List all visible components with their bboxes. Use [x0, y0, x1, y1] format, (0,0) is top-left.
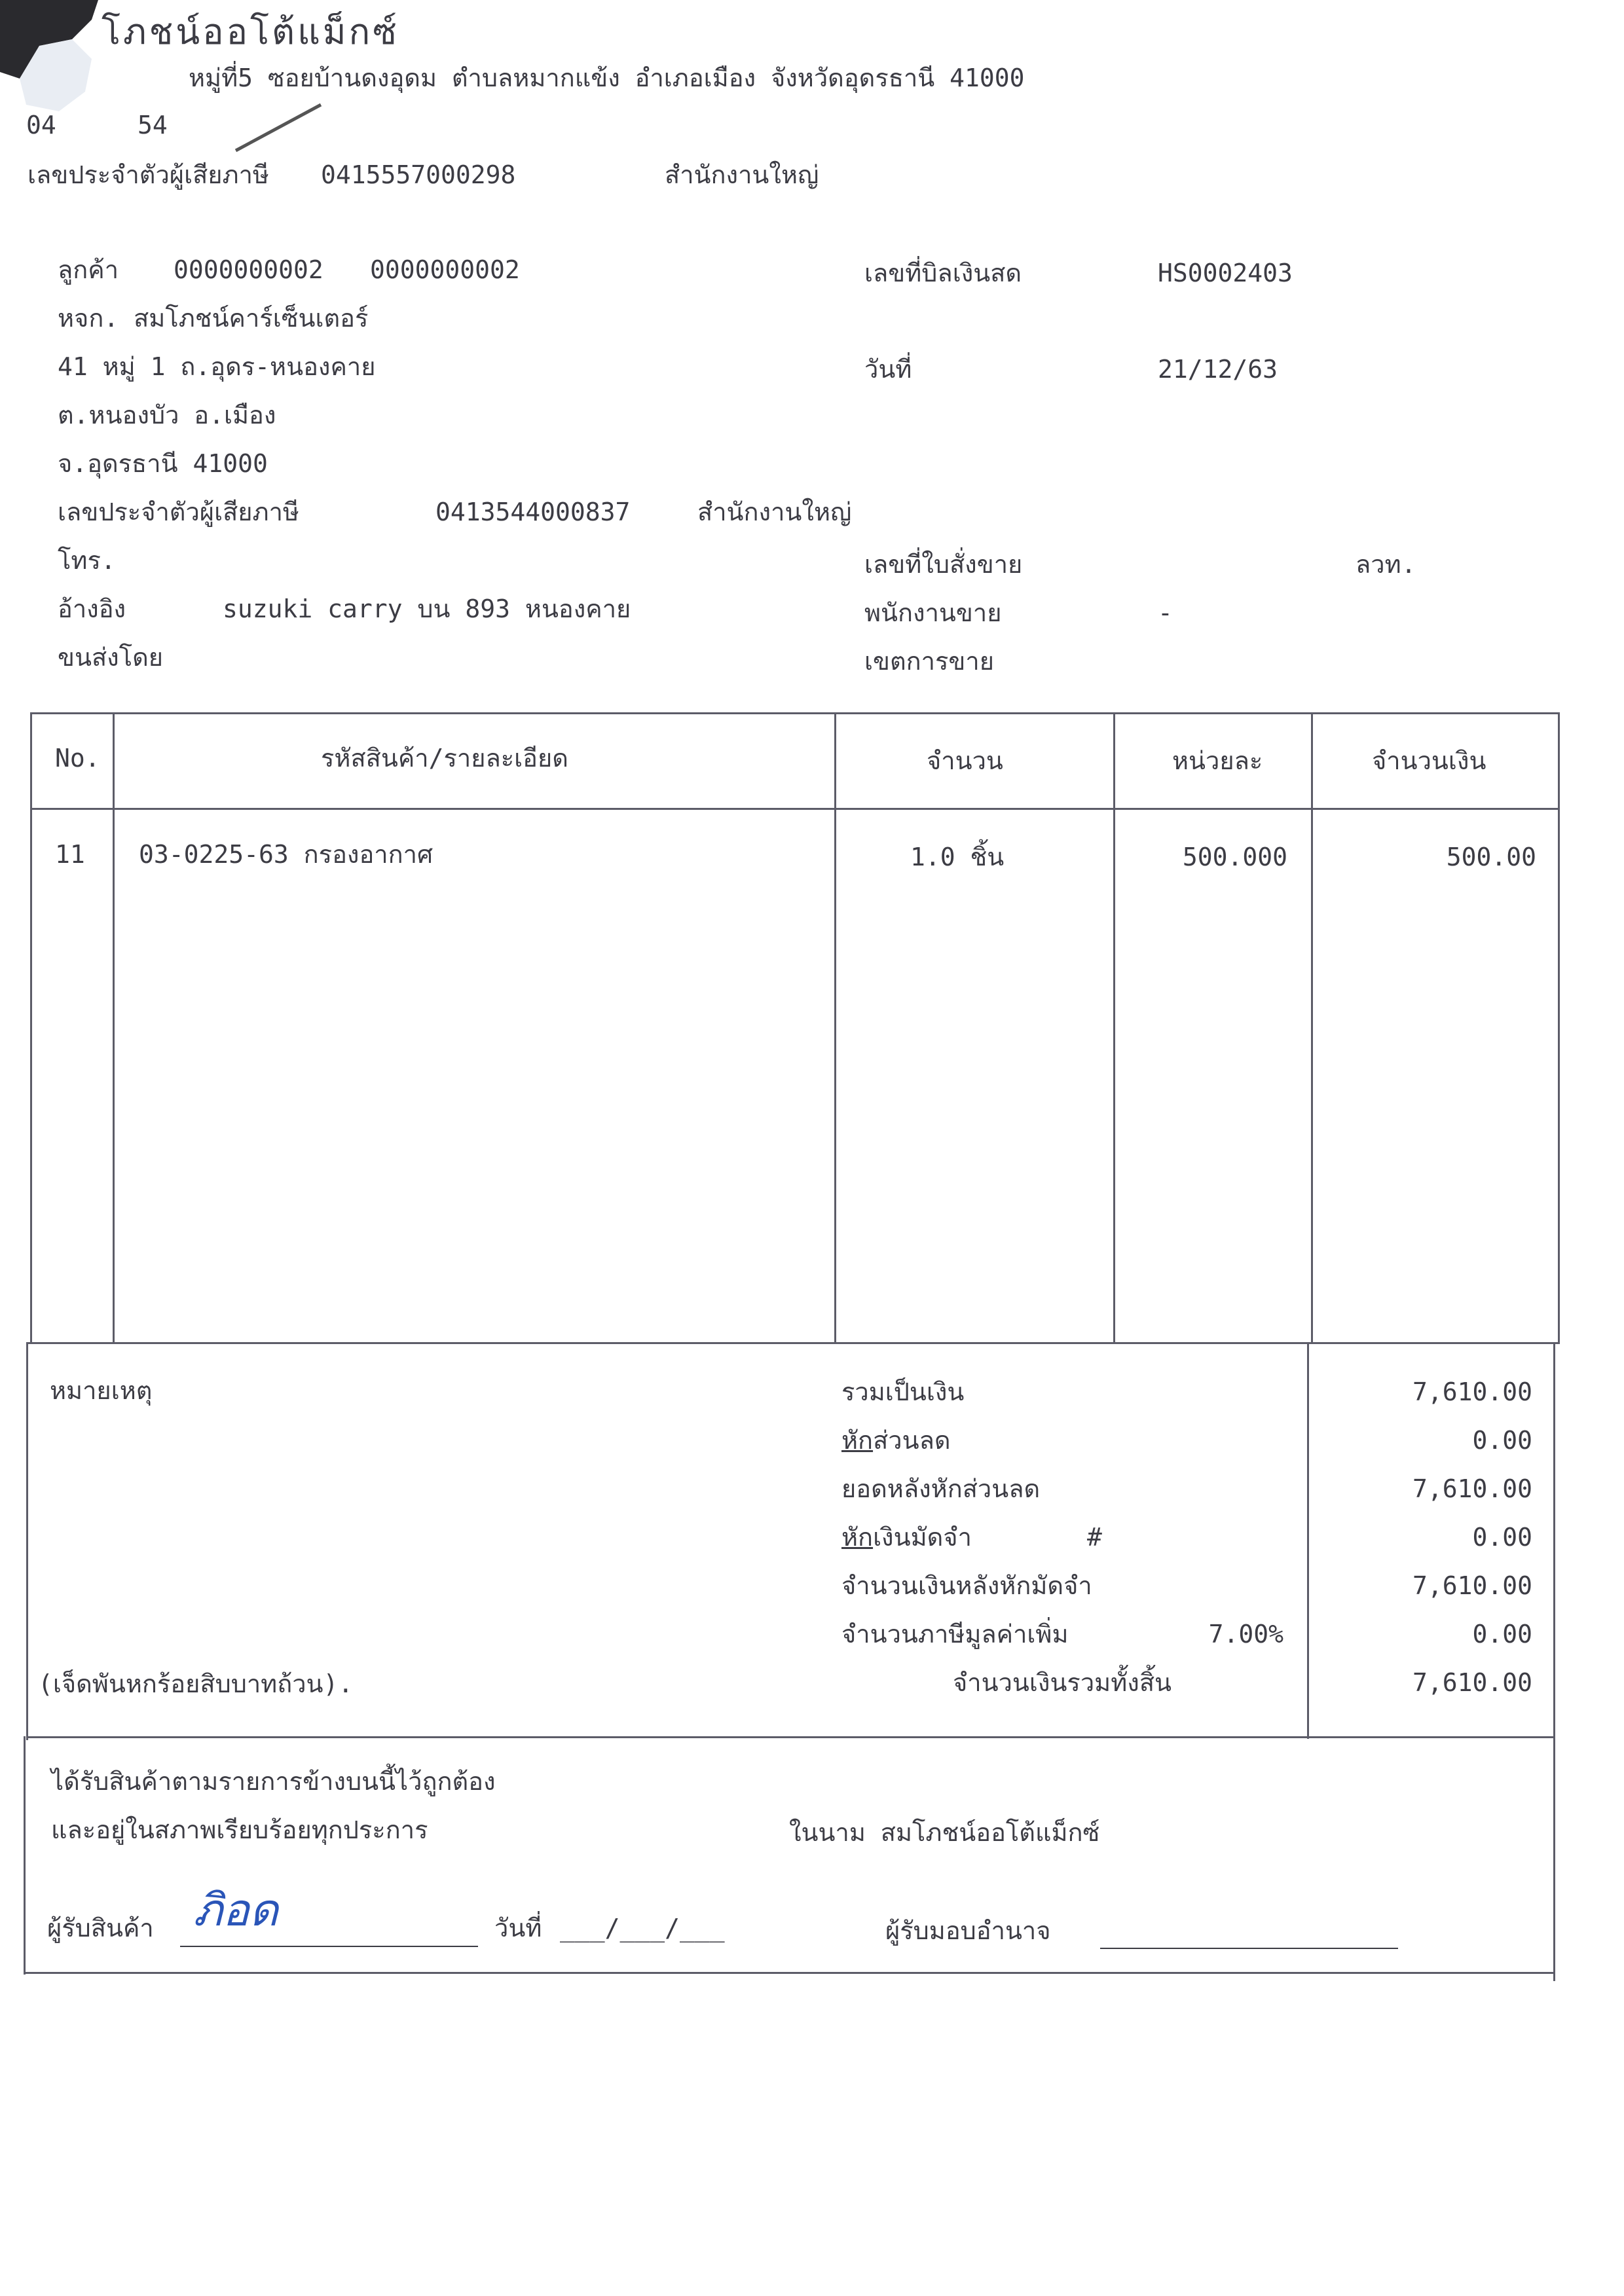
received-statement-1: ได้รับสินค้าตามรายการข้างบนนี้ไว้ถูกต้อง: [51, 1767, 496, 1796]
authorized-label: ผู้รับมอบอำนาจ: [885, 1916, 1051, 1945]
sales-area-label: เขตการขาย: [864, 647, 994, 676]
customer-address-3: จ.อุดรธานี 41000: [58, 449, 268, 478]
row-unit-price: 500.000: [1182, 843, 1287, 871]
customer-tax-id: 0413544000837: [435, 498, 631, 526]
receiver-signature: ภิอด: [193, 1885, 278, 1937]
deposit-label-text: เงินมัดจำ: [873, 1523, 972, 1552]
amount-in-words: (เจ็ดพันหกร้อยสิบบาทถ้วน).: [38, 1669, 354, 1698]
row-amount: 500.00: [1446, 843, 1536, 871]
col-header-amount: จำนวนเงิน: [1372, 746, 1486, 775]
col-header-unit-price: หน่วยละ: [1172, 746, 1263, 775]
reference-value: suzuki carry บน 893 หนองคาย: [223, 594, 631, 623]
after-discount-value: 7,610.00: [1412, 1474, 1532, 1503]
row-description: 03-0225-63 กรองอากาศ: [139, 840, 434, 869]
salesperson-value: -: [1158, 598, 1173, 627]
company-phone-tail: 54: [138, 111, 168, 139]
company-tax-label: เลขประจำตัวผู้เสียภาษี: [28, 160, 269, 189]
bill-no-label: เลขที่บิลเงินสด: [864, 259, 1022, 287]
grand-total-label: จำนวนเงินรวมทั้งสิ้น: [953, 1668, 1172, 1697]
company-address: หมู่ที่5 ซอยบ้านดงอุดม ตำบลหมากแข้ง อำเภอเมือง จังหวัดอุดรธานี 41000: [189, 64, 1025, 92]
pen-mark: [229, 98, 327, 157]
discount-label-text: ส่วนลด: [873, 1426, 951, 1455]
authorized-signature-line: [1100, 1948, 1398, 1949]
after-deposit-value: 7,610.00: [1412, 1571, 1532, 1600]
discount-value: 0.00: [1472, 1426, 1532, 1455]
col-header-no: No.: [55, 744, 100, 773]
customer-address-1: 41 หมู่ 1 ถ.อุดร-หนองคาย: [58, 352, 376, 381]
col-header-description: รหัสสินค้า/รายละเอียด: [321, 744, 568, 773]
receiver-signature-line: [180, 1946, 478, 1947]
vat-value: 0.00: [1472, 1620, 1532, 1649]
after-deposit-label: จำนวนเงินหลังหักมัดจำ: [841, 1571, 1092, 1600]
deposit-value: 0.00: [1472, 1523, 1532, 1552]
customer-code-1: 0000000002: [174, 255, 323, 284]
reference-label: อ้างอิง: [58, 594, 126, 623]
remark-label: หมายเหตุ: [50, 1376, 153, 1405]
customer-phone-label: โทร.: [58, 546, 116, 575]
customer-name: หจก. สมโภชน์คาร์เซ็นเตอร์: [58, 304, 369, 333]
deposit-mark: #: [1087, 1523, 1102, 1552]
bill-date-label: วันที่: [864, 355, 912, 384]
grand-total-value: 7,610.00: [1412, 1668, 1532, 1697]
after-discount-label: ยอดหลังหักส่วนลด: [841, 1474, 1041, 1503]
customer-tax-label: เลขประจำตัวผู้เสียภาษี: [58, 498, 299, 526]
subtotal-label: รวมเป็นเงิน: [841, 1377, 965, 1406]
receiver-label: ผู้รับสินค้า: [47, 1914, 154, 1942]
receive-date-blank: ___/___/___: [560, 1914, 725, 1942]
salesperson-label: พนักงานขาย: [864, 598, 1002, 627]
customer-branch: สำนักงานใหญ่: [697, 498, 852, 526]
bill-date-value: 21/12/63: [1158, 355, 1278, 384]
row-quantity: 1.0 ชิ้น: [910, 843, 1005, 871]
vat-rate: 7.00%: [1208, 1620, 1283, 1649]
company-tax-id: 0415557000298: [321, 160, 516, 189]
customer-label: ลูกค้า: [58, 255, 119, 284]
receive-date-label: วันที่: [494, 1914, 542, 1942]
shipping-label: ขนส่งโดย: [58, 643, 164, 672]
received-statement-2: และอยู่ในสภาพเรียบร้อยทุกประการ: [51, 1815, 428, 1844]
company-name: โภชน์ออโต้แม็กซ์: [101, 11, 399, 52]
company-phone: 04: [26, 111, 56, 139]
vat-label: จำนวนภาษีมูลค่าเพิ่ม: [841, 1620, 1069, 1649]
customer-address-2: ต.หนองบัว อ.เมือง: [58, 401, 276, 429]
row-no: 11: [55, 840, 85, 869]
discount-label: [841, 1428, 951, 1453]
deposit-label-deduct: หัก: [841, 1523, 874, 1552]
order-no-value: ลวท.: [1356, 550, 1416, 579]
company-branch: สำนักงานใหญ่: [665, 160, 819, 189]
customer-code-2: 0000000002: [370, 255, 520, 284]
order-no-label: เลขที่ใบสั่งขาย: [864, 550, 1023, 579]
col-header-quantity: จำนวน: [927, 746, 1003, 775]
bill-no-value: HS0002403: [1158, 259, 1293, 287]
discount-label-deduct: หัก: [841, 1426, 874, 1455]
torn-corner: [0, 0, 98, 124]
on-behalf-of: ในนาม สมโภชน์ออโต้แม็กซ์: [789, 1818, 1100, 1847]
deposit-label: [841, 1525, 972, 1550]
subtotal-value: 7,610.00: [1412, 1377, 1532, 1406]
